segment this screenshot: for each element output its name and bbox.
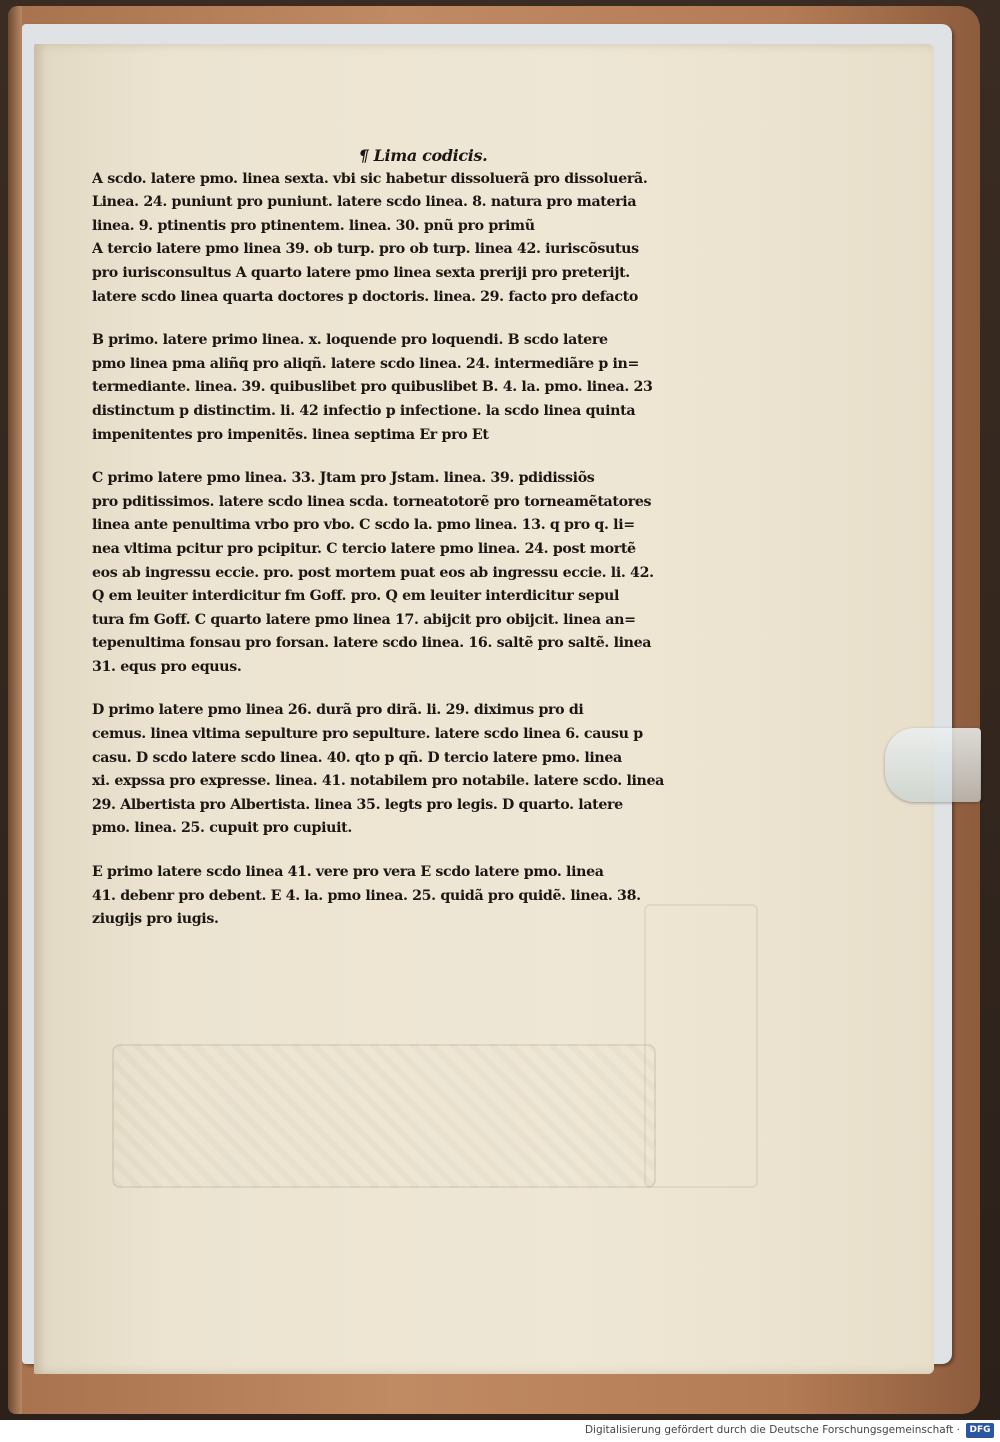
text-line: linea ante penultima vrbo pro vbo. C scdo la. pmo linea. 13. q pro q. li= — [92, 517, 635, 534]
text-line: E primo latere scdo linea 41. vere pro vera E scdo latere pmo. linea — [92, 864, 604, 881]
text-line: linea. 9. ptinentis pro ptinentem. linea. 30. pnũ pro primũ — [92, 217, 535, 234]
errata-paragraph-a — [92, 168, 724, 310]
text-line: tepenultima fonsau pro forsan. latere scdo linea. 16. saltẽ pro saltẽ. linea — [92, 635, 652, 652]
text-line: pro iurisconsultus A quarto latere pmo linea sexta preriji pro preterijt. — [92, 264, 630, 281]
text-line: casu. D scdo latere scdo linea. 40. qto p qñ. D tercio latere pmo. linea — [92, 749, 622, 766]
text-line: A scdo. latere pmo. linea sexta. vbi sic habetur dissoluerã pro dissoluerã. — [92, 170, 648, 187]
errata-paragraph-e — [92, 861, 724, 932]
text-line: xi. expssa pro expresse. linea. 41. notabilem pro notabile. latere scdo. linea — [92, 773, 665, 790]
text-line: D primo latere pmo linea 26. durã pro dirã. li. 29. diximus pro di — [92, 702, 584, 719]
text-line: nea vltima pcitur pro pcipitur. C tercio latere pmo linea. 24. post mortẽ — [92, 540, 636, 557]
text-line: 31. equs pro equus. — [92, 658, 242, 675]
text-line: eos ab ingressu eccie. pro. post mortem puat eos ab ingressu eccie. li. 42. — [92, 564, 654, 581]
text-line: impenitentes pro impenitẽs. linea septima Er pro Et — [92, 426, 489, 443]
errata-paragraph-c — [92, 467, 724, 679]
dfg-logo: DFG — [966, 1423, 994, 1438]
funding-credit: Digitalisierung gefördert durch die Deutsche Forschungsgemeinschaft · — [584, 1424, 960, 1436]
text-line: termediante. linea. 39. quibuslibet pro quibuslibet B. 4. la. pmo. linea. 23 — [92, 379, 653, 396]
text-line: Linea. 24. puniunt pro puniunt. latere scdo linea. 8. natura pro materia — [92, 194, 637, 211]
digitization-footer — [0, 1420, 1000, 1442]
text-line: pro pditissimos. latere scdo linea scda. torneatotorẽ pro torneamẽtatores — [92, 493, 652, 510]
text-line: Q em leuiter interdicitur fm Goff. pro. Q em leuiter interdicitur sepul — [92, 588, 620, 605]
text-line: distinctum p distinctim. li. 42 infectio p infectione. la scdo linea quinta — [92, 402, 636, 419]
page-clip — [885, 728, 981, 802]
text-line: 29. Albertista pro Albertista. linea 35. legts pro legis. D quarto. latere — [92, 796, 623, 813]
text-line: tura fm Goff. C quarto latere pmo linea 17. abijcit pro obijcit. linea an= — [92, 611, 636, 628]
errata-text — [92, 144, 724, 952]
text-line: ziugijs pro iugis. — [92, 911, 219, 928]
page-heading: ¶ Lima codicis. — [358, 146, 488, 165]
text-line: latere scdo linea quarta doctores p doctoris. linea. 29. facto pro defacto — [92, 288, 638, 305]
text-line: 41. debenr pro debent. E 4. la. pmo linea. 25. quidã pro quidẽ. linea. 38. — [92, 887, 641, 904]
errata-paragraph-b — [92, 329, 724, 447]
text-line: pmo. linea. 25. cupuit pro cupiuit. — [92, 820, 352, 837]
errata-paragraph-d — [92, 699, 724, 841]
text-line: B primo. latere primo linea. x. loquende pro loquendi. B scdo latere — [92, 332, 608, 349]
show-through-woodcut — [112, 1044, 656, 1188]
text-line: pmo linea pma aliñq pro aliqñ. latere scdo linea. 24. intermediãre p in= — [92, 355, 640, 372]
text-line: cemus. linea vltima sepulture pro sepulture. latere scdo linea 6. causu p — [92, 726, 643, 743]
text-line: A tercio latere pmo linea 39. ob turp. pro ob turp. linea 42. iuriscõsutus — [92, 241, 639, 258]
text-line: C primo latere pmo linea. 33. Jtam pro Jstam. linea. 39. pdidissiõs — [92, 470, 595, 487]
cover-spine — [8, 6, 22, 1414]
